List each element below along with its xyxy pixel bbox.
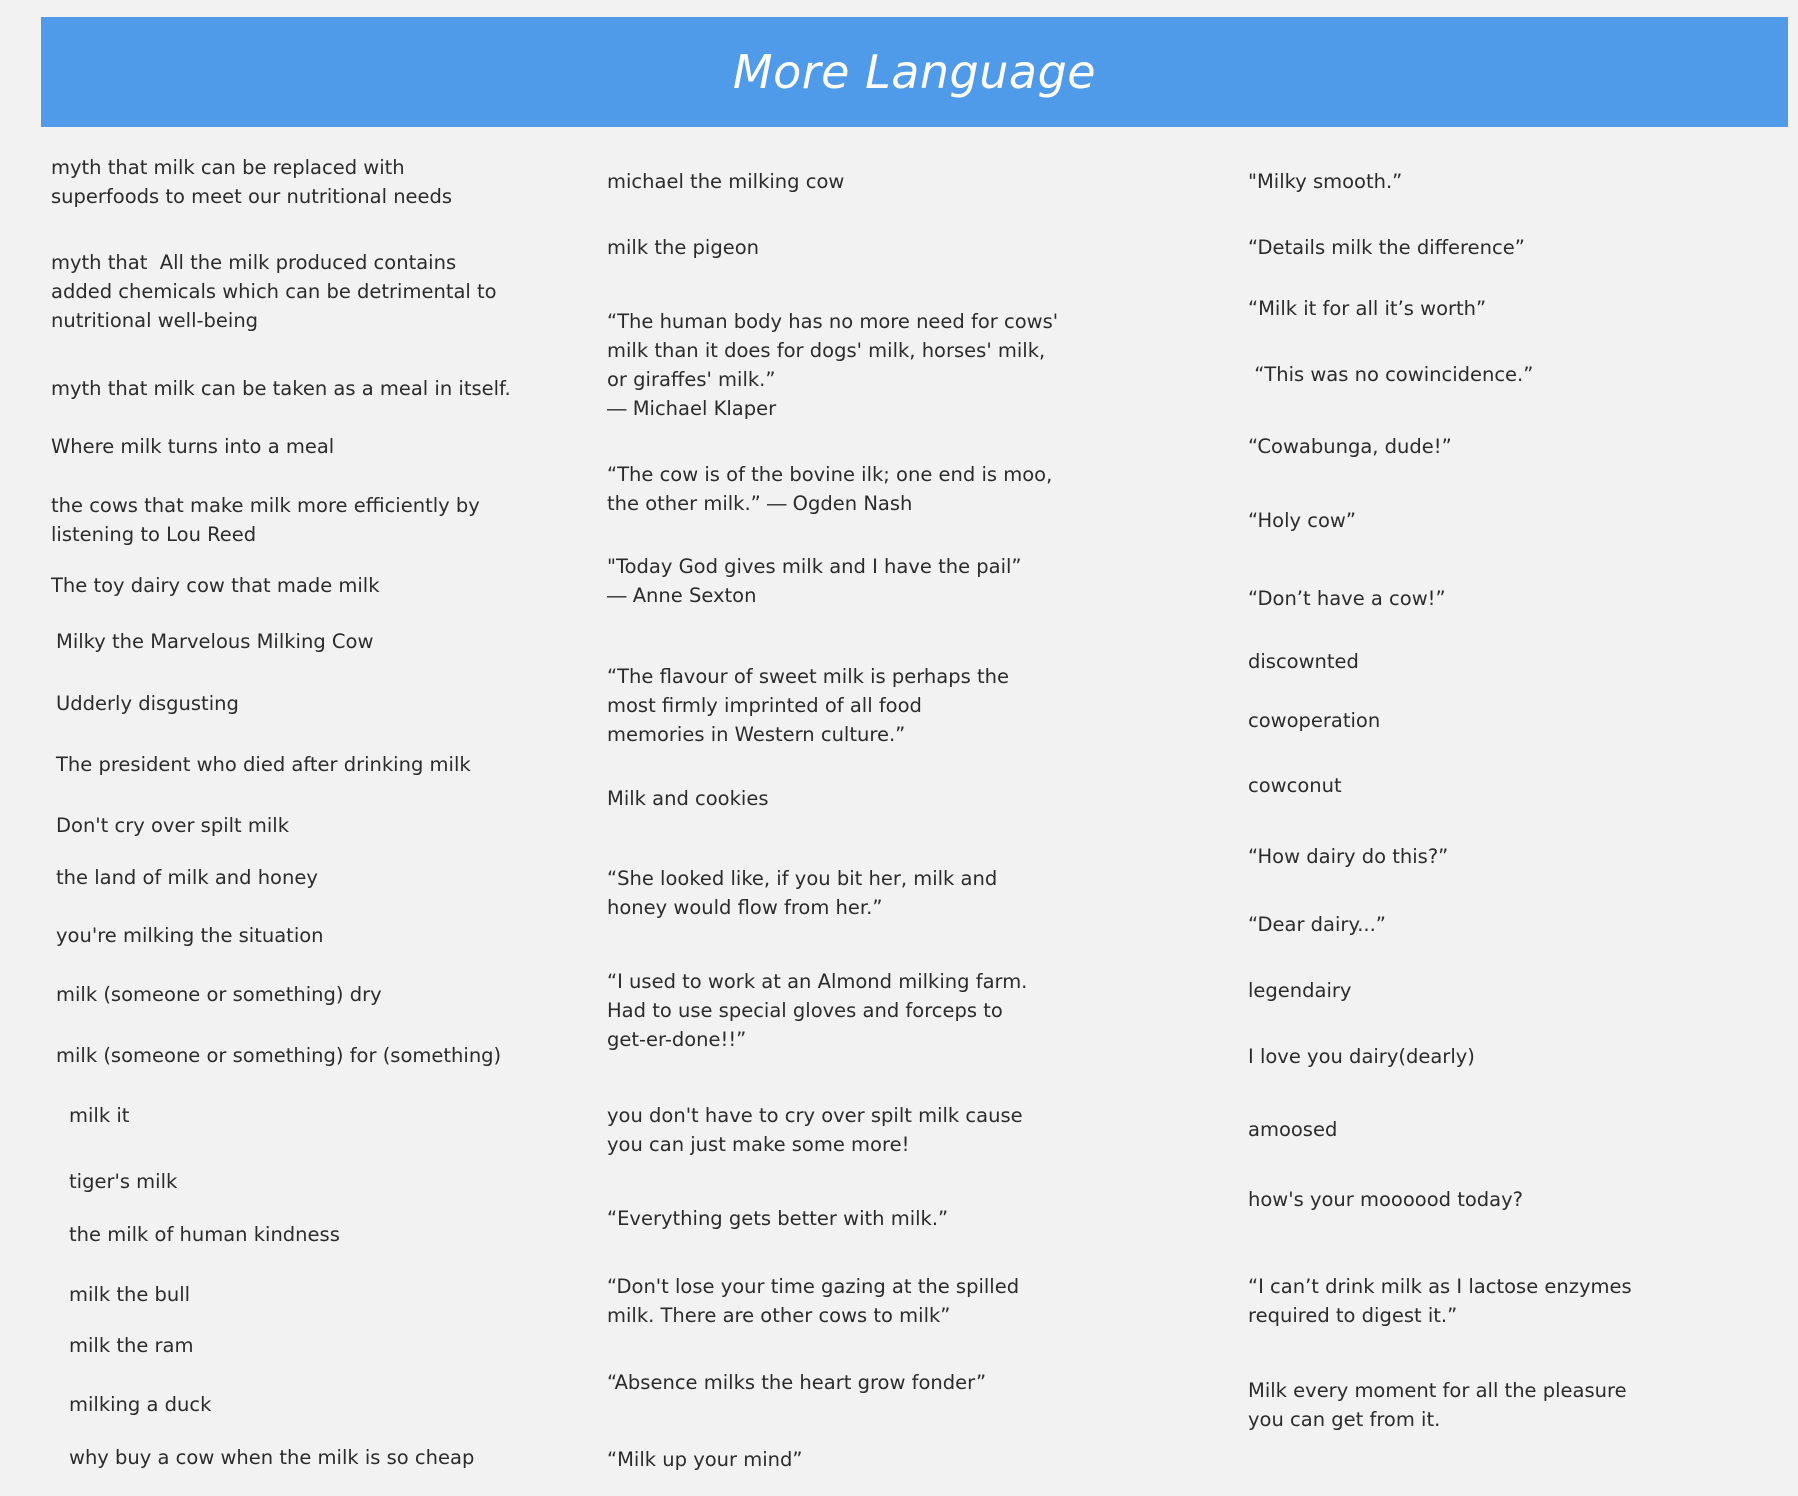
note-item: I love you dairy(dearly) xyxy=(1248,1045,1475,1068)
note-item: milk (someone or something) dry xyxy=(56,983,382,1006)
note-item: The toy dairy cow that made milk xyxy=(51,574,380,597)
page-title: More Language xyxy=(732,45,1097,99)
note-item: the cows that make milk more efficiently by listening to Lou Reed xyxy=(51,494,480,546)
note-item: cowconut xyxy=(1248,774,1342,797)
note-item: milk the ram xyxy=(69,1334,194,1357)
note-item: “I can’t drink milk as I lactose enzymes required to digest it.” xyxy=(1248,1275,1632,1327)
note-item: “This was no cowincidence.” xyxy=(1248,363,1534,386)
note-item: Milk every moment for all the pleasure you can get from it. xyxy=(1248,1379,1627,1431)
note-item: how's your moooood today? xyxy=(1248,1188,1524,1211)
header-banner xyxy=(41,17,1788,127)
note-item: “Details milk the difference” xyxy=(1248,236,1525,259)
note-item: The president who died after drinking milk xyxy=(56,753,471,776)
note-item: Milk and cookies xyxy=(607,787,769,810)
note-item: milk it xyxy=(69,1104,130,1127)
note-item: “Milk it for all it’s worth” xyxy=(1248,297,1487,320)
note-item: “Dear dairy...” xyxy=(1248,913,1386,936)
note-item: “Holy cow” xyxy=(1248,509,1356,532)
note-item: milk (someone or something) for (something) xyxy=(56,1044,502,1067)
note-item: “The cow is of the bovine ilk; one end is moo, the other milk.” ― Ogden Nash xyxy=(607,463,1053,515)
note-item: Udderly disgusting xyxy=(56,692,239,715)
note-item: legendairy xyxy=(1248,979,1352,1002)
note-item: michael the milking cow xyxy=(607,170,845,193)
note-item: you don't have to cry over spilt milk cause you can just make some more! xyxy=(607,1104,1023,1156)
note-item: “She looked like, if you bit her, milk and honey would flow from her.” xyxy=(607,867,998,919)
note-item: milk the pigeon xyxy=(607,236,759,259)
note-item: Milky the Marvelous Milking Cow xyxy=(56,630,374,653)
note-item: “How dairy do this?” xyxy=(1248,845,1449,868)
note-item: "Today God gives milk and I have the pail” ― Anne Sexton xyxy=(607,555,1022,607)
note-item: “The flavour of sweet milk is perhaps the most firmly imprinted of all food memories in Western culture.” xyxy=(607,665,1009,746)
note-item: why buy a cow when the milk is so cheap xyxy=(69,1446,475,1469)
note-item: discownted xyxy=(1248,650,1359,673)
note-item: milk the bull xyxy=(69,1283,191,1306)
note-item: myth that All the milk produced contains added chemicals which can be detrimental to nutritional well-being xyxy=(51,251,497,332)
note-item: “Milk up your mind” xyxy=(607,1448,803,1471)
note-item: milking a duck xyxy=(69,1393,212,1416)
note-item: myth that milk can be taken as a meal in itself. xyxy=(51,377,511,400)
note-item: tiger's milk xyxy=(69,1170,178,1193)
note-item: cowoperation xyxy=(1248,709,1381,732)
note-item: “Absence milks the heart grow fonder” xyxy=(607,1371,987,1394)
note-item: Don't cry over spilt milk xyxy=(56,814,290,837)
note-item: Where milk turns into a meal xyxy=(51,435,335,458)
note-item: “Everything gets better with milk.” xyxy=(607,1207,949,1230)
note-item: the land of milk and honey xyxy=(56,866,318,889)
note-item: "Milky smooth.” xyxy=(1248,170,1403,193)
note-item: “Don't lose your time gazing at the spilled milk. There are other cows to milk” xyxy=(607,1275,1020,1327)
note-item: “I used to work at an Almond milking farm. Had to use special gloves and forceps to get-er-done!!” xyxy=(607,970,1028,1051)
note-item: the milk of human kindness xyxy=(69,1223,340,1246)
note-item: amoosed xyxy=(1248,1118,1338,1141)
note-item: you're milking the situation xyxy=(56,924,324,947)
note-item: “The human body has no more need for cows' milk than it does for dogs' milk, horses' milk, or giraffes' milk.” ― Michael Klaper xyxy=(607,310,1059,420)
note-item: “Don’t have a cow!” xyxy=(1248,587,1446,610)
note-item: “Cowabunga, dude!” xyxy=(1248,435,1452,458)
note-item: myth that milk can be replaced with superfoods to meet our nutritional needs xyxy=(51,156,453,208)
